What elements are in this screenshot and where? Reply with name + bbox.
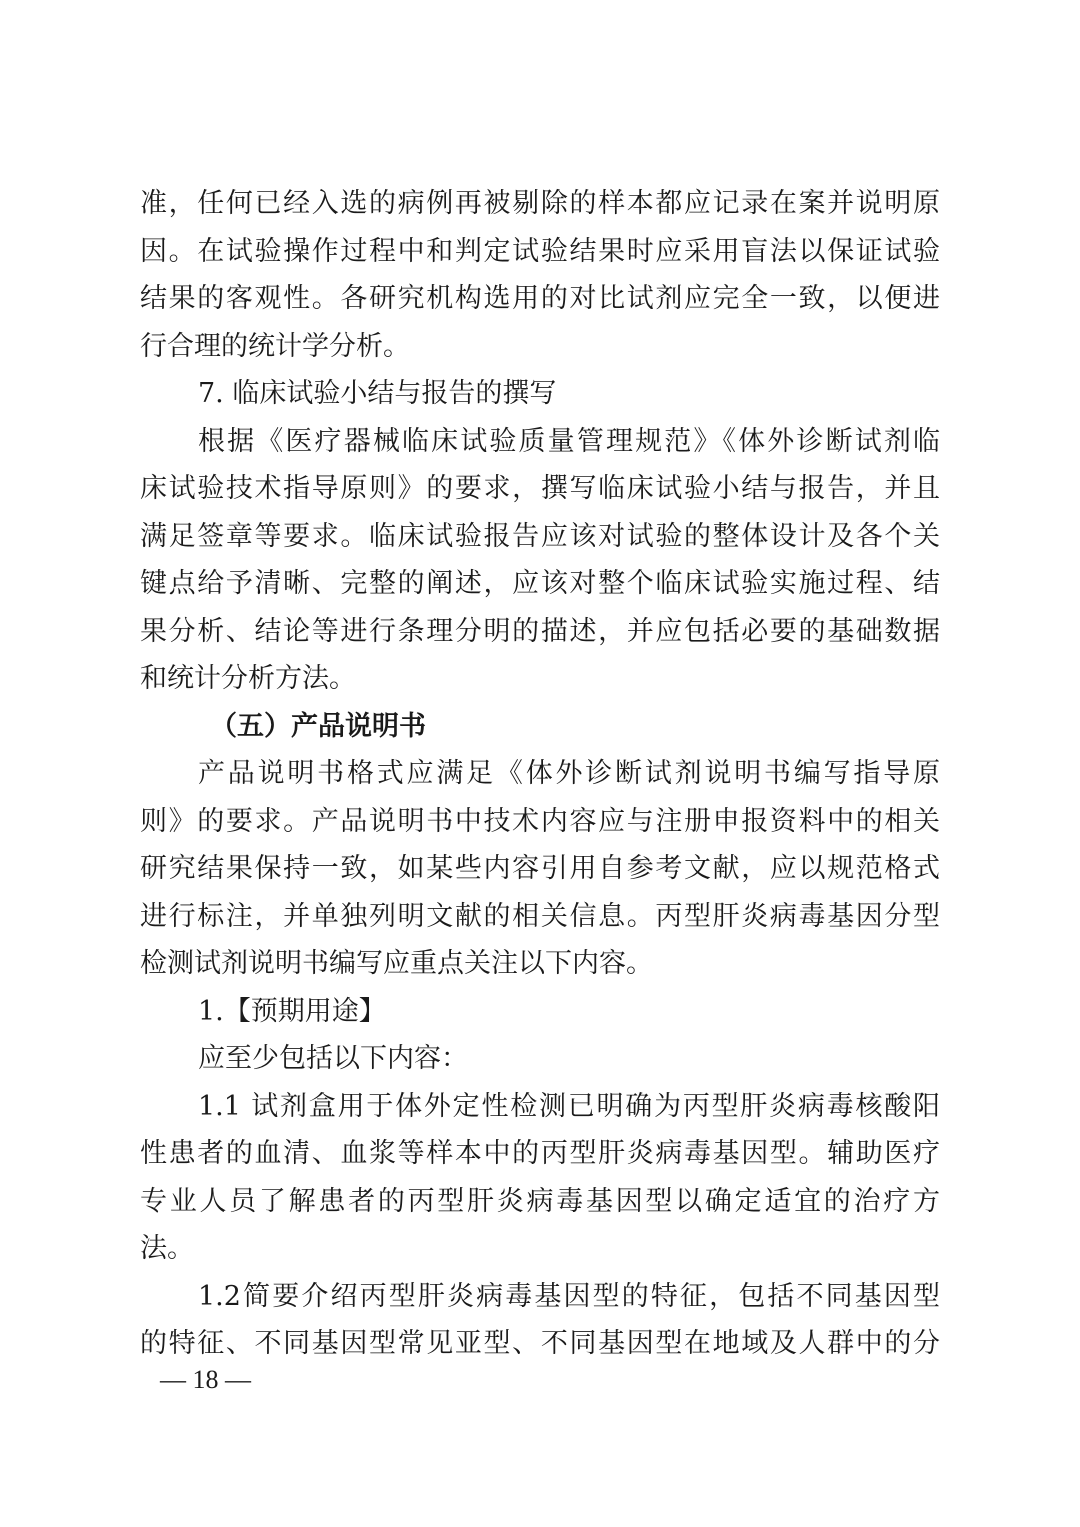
item-heading: 1.【预期用途】 [198,995,386,1027]
text-line: 和统计分析方法。 [140,663,356,694]
text-line: 性患者的血清、血浆等样本中的丙型肝炎病毒基因型。辅助医疗 [140,1138,940,1169]
text-line: 行合理的统计学分析。 [140,330,410,362]
text-line: 应至少包括以下内容： [198,1043,468,1074]
section-heading: 7. 临床试验小结与报告的撰写 [198,378,557,409]
text-line: 准，任何已经入选的病例再被剔除的样本都应记录在案并说明原 [140,188,940,219]
text-line: 结果的客观性。各研究机构选用的对比试剂应完全一致，以便进 [140,283,940,314]
text-line: 1.2简要介绍丙型肝炎病毒基因型的特征，包括不同基因型 [198,1280,940,1312]
text-line: 的特征、不同基因型常见亚型、不同基因型在地域及人群中的分 [140,1328,940,1359]
text-line: 产品说明书格式应满足《体外诊断试剂说明书编写指导原 [198,758,940,789]
text-line: 根据《医疗器械临床试验质量管理规范》《体外诊断试剂临 [198,425,940,457]
text-line: 进行标注，并单独列明文献的相关信息。丙型肝炎病毒基因分型 [140,900,940,932]
text-line: 果分析、结论等进行条理分明的描述，并应包括必要的基础数据 [140,615,940,647]
text-line: 键点给予清晰、完整的阐述，应该对整个临床试验实施过程、结 [140,568,940,599]
text-line: 检测试剂说明书编写应重点关注以下内容。 [140,948,653,979]
text-line: 床试验技术指导原则》的要求，撰写临床试验小结与报告，并且 [140,473,940,504]
text-line: 研究结果保持一致，如某些内容引用自参考文献，应以规范格式 [140,853,940,884]
text-line: 因。在试验操作过程中和判定试验结果时应采用盲法以保证试验 [140,235,940,267]
text-line: 满足签章等要求。临床试验报告应该对试验的整体设计及各个关 [140,520,940,552]
page-number: — 18 — [160,1365,251,1394]
text-line: 专业人员了解患者的丙型肝炎病毒基因型以确定适宜的治疗方 [140,1185,940,1217]
document-body [140,180,940,1368]
text-line: 1.1 试剂盒用于体外定性检测已明确为丙型肝炎病毒核酸阳 [198,1090,940,1122]
subsection-heading: （五）产品说明书 [210,710,426,742]
text-line: 则》的要求。产品说明书中技术内容应与注册申报资料中的相关 [140,805,940,837]
text-line: 法。 [140,1233,194,1264]
